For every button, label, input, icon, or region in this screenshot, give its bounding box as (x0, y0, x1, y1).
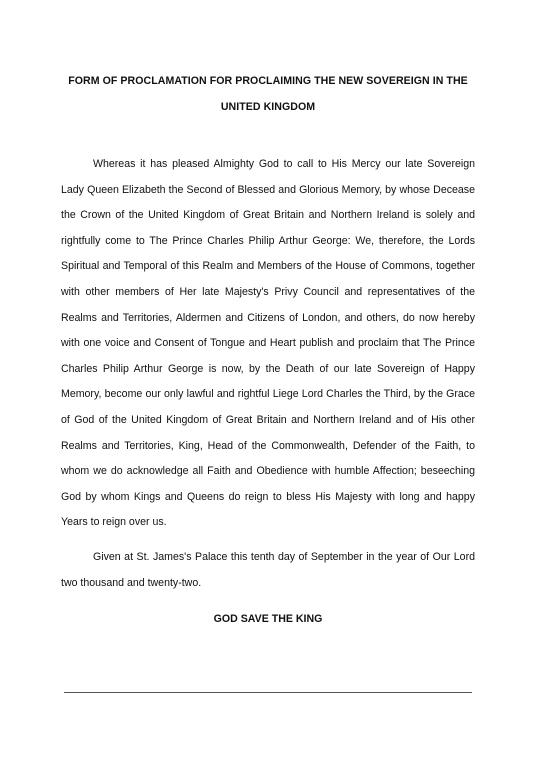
footer-divider (64, 692, 472, 693)
page-title: FORM OF PROCLAMATION FOR PROCLAIMING THE NEW SOVEREIGN IN THE UNITED KINGDOM (68, 75, 468, 113)
paragraph-text: Whereas it has pleased Almighty God to call to His Mercy our late Sovereign Lady Queen Elizabeth the Second of Blessed and Glorious Memory, by whose Decease the Crown of the United Kingdom of Great Britain and Northern Ireland is solely and rightfully come to The Prince Charles Philip Arthur George: We, therefore, the Lords Spiritual and Temporal of this Realm and Members of the House of Commons, together with other members of Her late Majesty's Privy Council and representatives of the Realms and Territories, Aldermen and Citizens of London, and others, do now hereby with one voice and Consent of Tongue and Heart publish and proclaim that The Prince Charles Philip Arthur George is now, by the Death of our late Sovereign of Happy Memory, become our only lawful and rightful Liege Lord Charles the Third, by the Grace of God of the United Kingdom of Great Britain and Northern Ireland and of His other Realms and Territories, King, Head of the Commonwealth, Defender of the Faith, to whom we do acknowledge all Faith and Obedience with humble Affection; beseeching God by whom Kings and Queens do reign to bless His Majesty with long and happy Years to reign over us. (61, 158, 475, 529)
proclamation-paragraph (61, 152, 475, 536)
closing-line: GOD SAVE THE KING (213, 613, 323, 625)
given-at-paragraph (61, 545, 475, 596)
paragraph-text: Given at St. James's Palace this tenth day of September in the year of Our Lord two thousand and twenty-two. (61, 551, 475, 589)
